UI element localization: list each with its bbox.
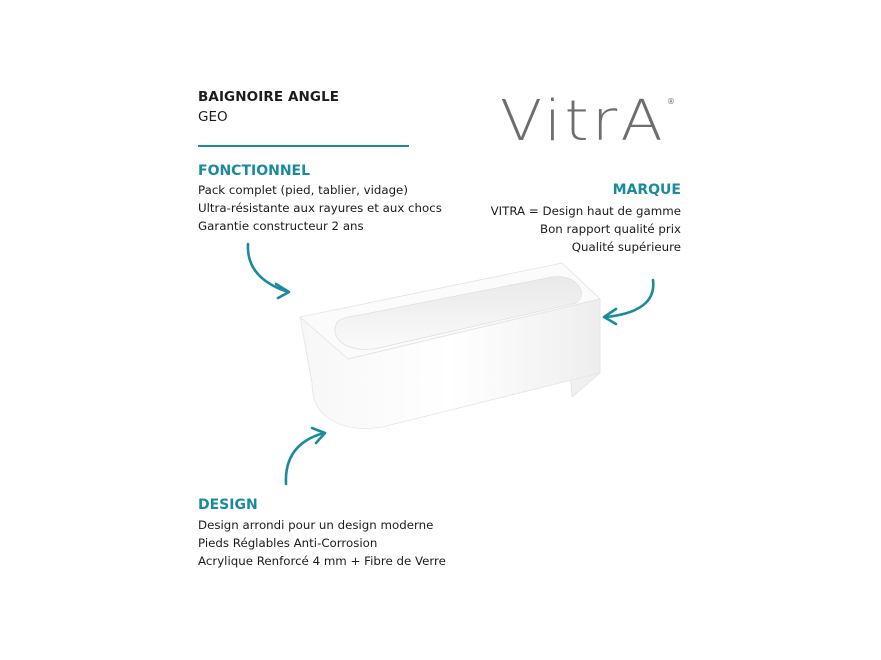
vitra-logo (498, 88, 678, 148)
marque-line: Qualité supérieure (571, 240, 681, 254)
fonctionnel-line: Garantie constructeur 2 ans (198, 219, 364, 233)
marque-heading: MARQUE (612, 182, 681, 198)
title-divider (198, 145, 409, 147)
registered-mark: ® (667, 97, 675, 106)
curved-arrow-icon (272, 420, 362, 510)
design-list (198, 516, 446, 570)
marque-line: VITRA = Design haut de gamme (490, 204, 681, 218)
design-heading: DESIGN (198, 497, 258, 513)
marque-line: Bon rapport qualité prix (539, 222, 681, 236)
design-line: Pieds Réglables Anti-Corrosion (198, 536, 378, 550)
fonctionnel-line: Pack complet (pied, tablier, vidage) (198, 183, 408, 197)
fonctionnel-list (198, 181, 442, 235)
bathtub-image (290, 255, 610, 440)
curved-arrow-icon (232, 232, 322, 322)
logo-text: VitrA (500, 89, 666, 148)
fonctionnel-heading: FONCTIONNEL (198, 163, 311, 179)
fonctionnel-line: Ultra-résistante aux rayures et aux chocs (198, 201, 442, 215)
design-line: Acrylique Renforcé 4 mm + Fibre de Verre (198, 554, 446, 568)
marque-list (491, 202, 681, 256)
product-title: BAIGNOIRE ANGLE (198, 89, 340, 105)
curved-arrow-icon (595, 268, 685, 358)
design-line: Design arrondi pour un design moderne (198, 518, 434, 532)
product-model: GEO (198, 109, 228, 125)
